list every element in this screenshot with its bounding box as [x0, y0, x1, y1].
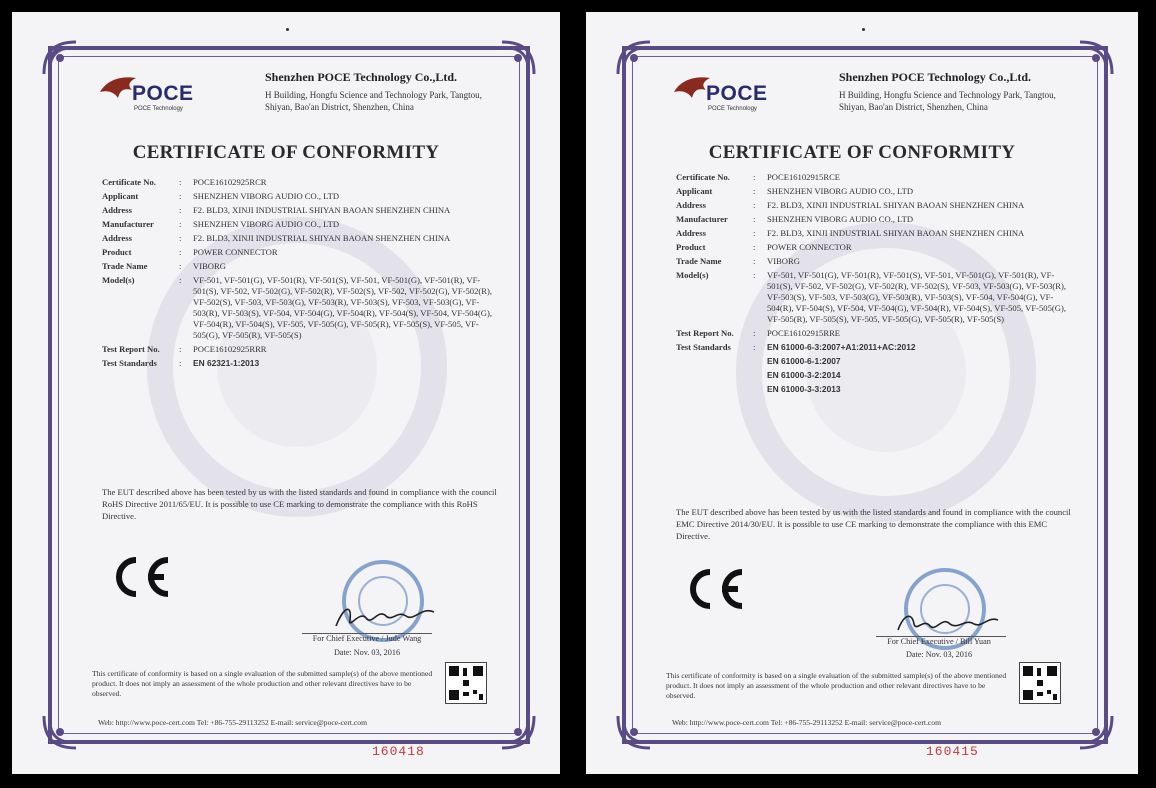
- field-value: EN 61000-6-3:2007+A1:2011+AC:2012: [767, 342, 916, 352]
- company-address: H Building, Hongfu Science and Technology Park, Tangtou, Shiyan, Bao'an District, Shenzhen, China: [839, 90, 1056, 112]
- field-value: SHENZHEN VIBORG AUDIO CO., LTD: [767, 214, 914, 224]
- field-value: POWER CONNECTOR: [193, 247, 278, 257]
- field-row: Address : F2. BLD3, XINJI INDUSTRIAL SHIYAN BAOAN SHENZHEN CHINA: [102, 233, 502, 244]
- field-label: [676, 384, 753, 395]
- compliance-statement: The EUT described above has been tested by us with the listed standards and found in compliance with the council EMC Directive 2014/30/EU. It is possible to use CE marking to demonstrate the compliance with this EMC Directive.: [676, 507, 1071, 541]
- certificate-title: CERTIFICATE OF CONFORMITY: [132, 142, 440, 163]
- signer-role: For Chief Executive / Bill Yuan: [887, 637, 991, 646]
- field-value: F2. BLD3, XINJI INDUSTRIAL SHIYAN BAOAN SHENZHEN CHINA: [193, 233, 451, 243]
- certificate-title: CERTIFICATE OF CONFORMITY: [708, 142, 1016, 163]
- signer-role: For Chief Executive / Jude Wang: [312, 634, 422, 643]
- serial-number: 160418: [372, 744, 425, 759]
- field-value: EN 62321-1:2013: [193, 358, 260, 368]
- corner-ornament-icon: [40, 38, 80, 78]
- field-value: POCE16102925RCR: [193, 177, 267, 187]
- certificate-fields: [102, 177, 502, 372]
- certificate-fields: [676, 172, 1076, 398]
- field-label: [676, 370, 753, 381]
- field-row: Product : POWER CONNECTOR: [102, 247, 502, 258]
- sign-date: Date: Nov. 03, 2016: [333, 648, 401, 657]
- punch-dot: [862, 28, 865, 31]
- field-label: Applicant: [102, 191, 139, 201]
- logo-brand: POCE: [706, 82, 768, 105]
- field-value: EN 61000-3-3:2013: [767, 384, 841, 394]
- field-value: SHENZHEN VIBORG AUDIO CO., LTD: [193, 219, 340, 229]
- disclaimer: This certificate of conformity is based on a single evaluation of the submitted sample(s) of the above mentioned product. It does not imply an assessment of the whole production and other relevant directives have to be observed.: [92, 669, 433, 698]
- field-row: Applicant : SHENZHEN VIBORG AUDIO CO., LTD: [102, 191, 502, 202]
- field-value: SHENZHEN VIBORG AUDIO CO., LTD: [767, 186, 914, 196]
- contact-line: Web: http://www.poce-cert.com Tel: +86-755-29113252 E-mail: service@poce-cert.com: [672, 718, 942, 727]
- field-value: VIBORG: [193, 261, 226, 271]
- ce-mark-icon: [682, 564, 752, 614]
- field-value: EN 61000-6-1:2007: [767, 356, 841, 366]
- field-label: Manufacturer: [102, 219, 154, 229]
- field-row: Certificate No. : POCE16102915RCE: [676, 172, 1076, 183]
- field-row: Product : POWER CONNECTOR: [676, 242, 1076, 253]
- qr-code-icon: [445, 662, 487, 704]
- field-row: Manufacturer : SHENZHEN VIBORG AUDIO CO., LTD: [102, 219, 502, 230]
- field-value: VF-501, VF-501(G), VF-501(R), VF-501(S), VF-501, VF-501(G), VF-501(R), VF-501(S), VF-502, VF-502(G), VF-502(R), VF-502(S), VF-502, VF-502(G), VF-502(R), VF-502(S), VF-503, VF-503(G), VF-503(R), VF-503(S), VF-503, VF-503(G), VF-503(R), VF-503(S), VF-504, VF-504(G), VF-504(R), VF-504(S), VF-504, VF-504(G), VF-504(R), VF-504(S), VF-505, VF-505(G), VF-505(R), VF-505(S), VF-505, VF-505(G), VF-505(R), VF-505(S): [193, 275, 492, 340]
- contact-line: Web: http://www.poce-cert.com Tel: +86-755-29113252 E-mail: service@poce-cert.com: [98, 718, 368, 727]
- field-row: [676, 384, 1076, 395]
- field-value: POCE16102925RRR: [193, 344, 267, 354]
- field-label: Model(s): [102, 275, 135, 285]
- field-label: Applicant: [676, 186, 713, 196]
- sign-date: Date: Nov. 03, 2016: [905, 650, 973, 659]
- disclaimer: This certificate of conformity is based on a single evaluation of the submitted sample(s) of the above mentioned product. It does not imply an assessment of the whole production and other relevant directives have to be observed.: [666, 671, 1007, 700]
- field-label: Product: [676, 242, 706, 252]
- field-value: SHENZHEN VIBORG AUDIO CO., LTD: [193, 191, 340, 201]
- field-value: F2. BLD3, XINJI INDUSTRIAL SHIYAN BAOAN SHENZHEN CHINA: [767, 200, 1025, 210]
- field-label: Certificate No.: [102, 177, 156, 187]
- field-row: Address : F2. BLD3, XINJI INDUSTRIAL SHIYAN BAOAN SHENZHEN CHINA: [676, 228, 1076, 239]
- field-label: Test Standards: [102, 358, 157, 368]
- field-row: Model(s) : VF-501, VF-501(G), VF-501(R), VF-501(S), VF-501, VF-501(G), VF-501(R), VF-501(S), VF-502, VF-502(G), VF-502(R), VF-502(S), VF-503, VF-503(G), VF-503(R), VF-503(S), VF-503, VF-503(G), VF-503(R), VF-503(S), VF-504, VF-504(G), VF-504(R), VF-504(S), VF-504, VF-504(G), VF-504(R), VF-504(S), VF-505, VF-505(G), VF-505(R), VF-505(S), VF-505, VF-505(G), VF-505(R), VF-505(S): [676, 270, 1076, 325]
- corner-ornament-icon: [498, 38, 538, 78]
- field-row: Address : F2. BLD3, XINJI INDUSTRIAL SHIYAN BAOAN SHENZHEN CHINA: [676, 200, 1076, 211]
- field-value: POCE16102915RRE: [767, 328, 841, 338]
- field-row: Manufacturer : SHENZHEN VIBORG AUDIO CO., LTD: [676, 214, 1076, 225]
- field-label: Manufacturer: [676, 214, 728, 224]
- company-block: [839, 70, 1069, 113]
- field-row: Applicant : SHENZHEN VIBORG AUDIO CO., LTD: [676, 186, 1076, 197]
- corner-ornament-icon: [40, 712, 80, 752]
- logo-subtitle: POCE Technology: [708, 106, 757, 112]
- poce-logo: [672, 68, 782, 128]
- company-name: Shenzhen POCE Technology Co.,Ltd.: [265, 70, 458, 84]
- field-label: Test Report No.: [102, 344, 160, 354]
- corner-ornament-icon: [614, 712, 654, 752]
- logo-subtitle: POCE Technology: [134, 106, 183, 112]
- corner-ornament-icon: [1076, 38, 1116, 78]
- signature-icon: [330, 596, 440, 636]
- compliance-statement: The EUT described above has been tested by us with the listed standards and found in compliance with the council RoHS Directive 2011/65/EU. It is possible to use CE marking to demonstrate the compliance with this RoHS Directive.: [102, 487, 497, 521]
- field-value: F2. BLD3, XINJI INDUSTRIAL SHIYAN BAOAN SHENZHEN CHINA: [767, 228, 1025, 238]
- certificate-rohs: [12, 12, 560, 774]
- company-name: Shenzhen POCE Technology Co.,Ltd.: [839, 70, 1032, 84]
- field-value: VF-501, VF-501(G), VF-501(R), VF-501(S), VF-501, VF-501(G), VF-501(R), VF-501(S), VF-502, VF-502(G), VF-502(R), VF-502(S), VF-503, VF-503(G), VF-503(R), VF-503(S), VF-503, VF-503(G), VF-503(R), VF-503(S), VF-504, VF-504(G), VF-504(R), VF-504(S), VF-504, VF-504(G), VF-504(R), VF-504(S), VF-505, VF-505(G), VF-505(R), VF-505(S), VF-505, VF-505(G), VF-505(R), VF-505(S): [767, 270, 1066, 324]
- field-value: F2. BLD3, XINJI INDUSTRIAL SHIYAN BAOAN SHENZHEN CHINA: [193, 205, 451, 215]
- poce-logo: [98, 68, 208, 128]
- field-label: [676, 356, 753, 367]
- field-label: Trade Name: [676, 256, 722, 266]
- company-address: H Building, Hongfu Science and Technology Park, Tangtou, Shiyan, Bao'an District, Shenzhen, China: [265, 90, 482, 112]
- field-value: POCE16102915RCE: [767, 172, 841, 182]
- field-row: Trade Name : VIBORG: [102, 261, 502, 272]
- field-row: Certificate No. : POCE16102925RCR: [102, 177, 502, 188]
- qr-code-icon: [1019, 662, 1061, 704]
- logo-brand: POCE: [132, 82, 194, 105]
- field-row: Model(s) : VF-501, VF-501(G), VF-501(R), VF-501(S), VF-501, VF-501(G), VF-501(R), VF-501(S), VF-502, VF-502(G), VF-502(R), VF-502(S), VF-502, VF-502(G), VF-502(R), VF-502(S), VF-503, VF-503(G), VF-503(R), VF-503(S), VF-503, VF-503(G), VF-503(R), VF-503(S), VF-504, VF-504(G), VF-504(R), VF-504(S), VF-504, VF-504(G), VF-504(R), VF-504(S), VF-505, VF-505(G), VF-505(R), VF-505(S), VF-505, VF-505(G), VF-505(R), VF-505(S): [102, 275, 502, 341]
- field-label: Address: [676, 228, 706, 238]
- field-label: Test Report No.: [676, 328, 734, 338]
- field-label: Address: [676, 200, 706, 210]
- field-label: Product: [102, 247, 132, 257]
- corner-ornament-icon: [498, 712, 538, 752]
- corner-ornament-icon: [1076, 712, 1116, 752]
- certificate-emc: [586, 12, 1138, 774]
- field-row: Trade Name : VIBORG: [676, 256, 1076, 267]
- field-label: Trade Name: [102, 261, 148, 271]
- ce-mark-icon: [108, 552, 178, 602]
- field-row: Test Standards : EN 61000-6-3:2007+A1:2011+AC:2012: [676, 342, 1076, 353]
- field-value: POWER CONNECTOR: [767, 242, 852, 252]
- field-value: EN 61000-3-2:2014: [767, 370, 841, 380]
- field-row: [676, 370, 1076, 381]
- company-block: [265, 70, 495, 113]
- field-row: Test Standards : EN 62321-1:2013: [102, 358, 502, 369]
- field-row: Test Report No. : POCE16102915RRE: [676, 328, 1076, 339]
- field-row: Address : F2. BLD3, XINJI INDUSTRIAL SHIYAN BAOAN SHENZHEN CHINA: [102, 205, 502, 216]
- serial-number: 160415: [926, 744, 979, 759]
- field-label: Address: [102, 233, 132, 243]
- field-value: VIBORG: [767, 256, 800, 266]
- field-label: Address: [102, 205, 132, 215]
- field-row: Test Report No. : POCE16102925RRR: [102, 344, 502, 355]
- field-label: Model(s): [676, 270, 709, 280]
- punch-dot: [286, 28, 289, 31]
- field-label: Test Standards: [676, 342, 731, 352]
- corner-ornament-icon: [614, 38, 654, 78]
- field-row: [676, 356, 1076, 367]
- field-label: Certificate No.: [676, 172, 730, 182]
